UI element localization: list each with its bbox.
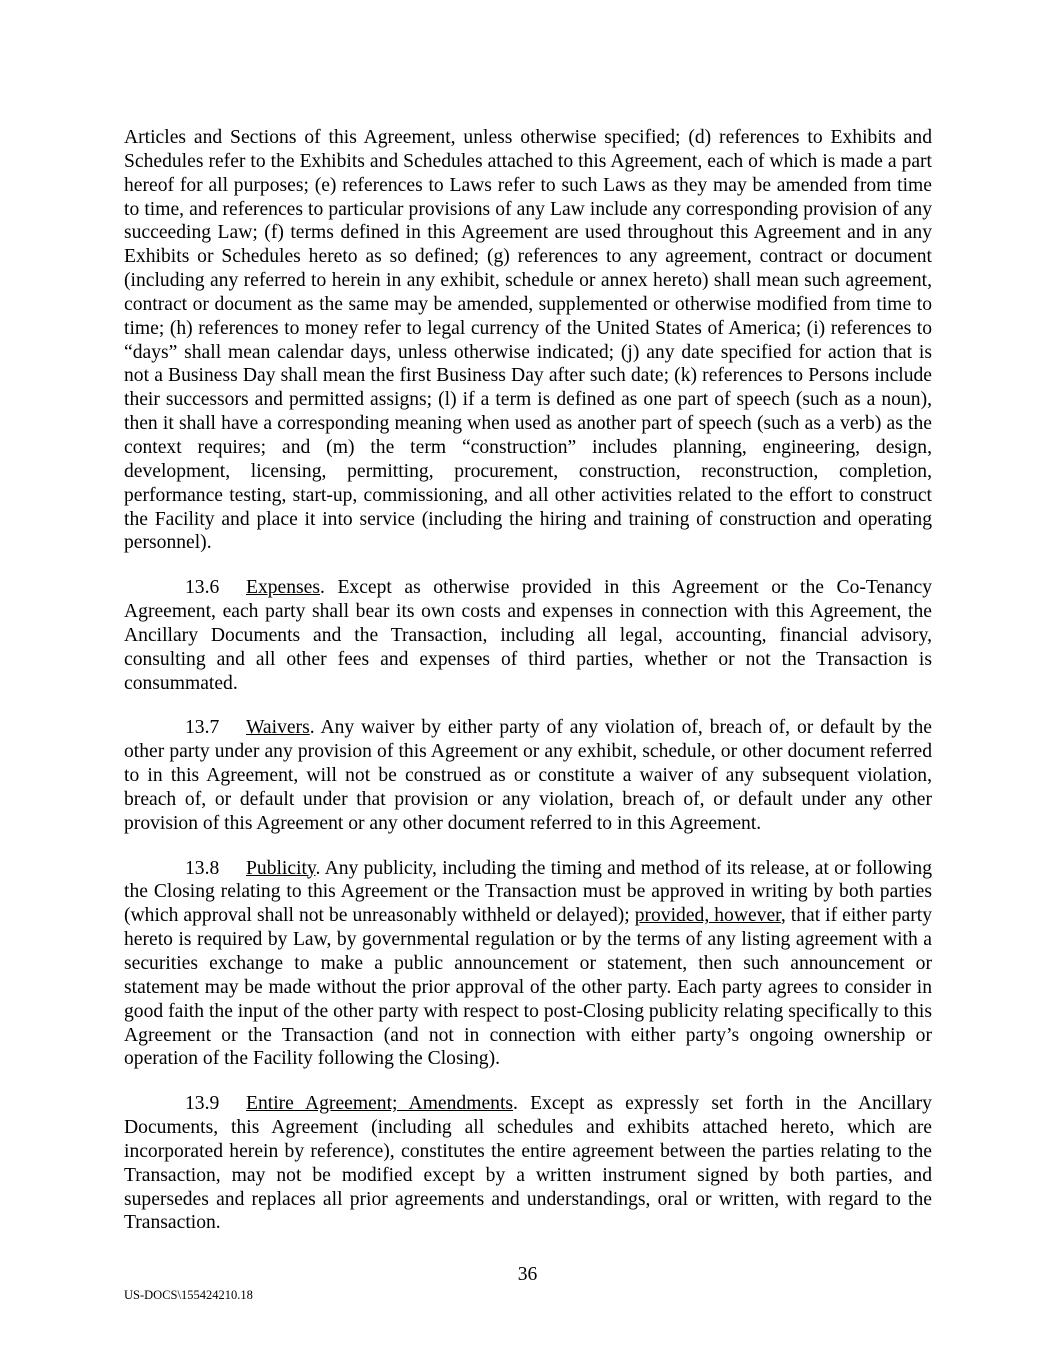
section-heading: Expenses xyxy=(246,577,321,599)
document-body xyxy=(124,126,932,1256)
section-13-7 xyxy=(124,716,932,835)
page-number: 36 xyxy=(517,1264,538,1285)
section-heading: Waivers xyxy=(246,717,310,739)
section-text: . Except as otherwise provided in this Agreement or the Co-Tenancy Agreement, each party shall bear its own costs and expenses in connection with this Agreement, the Ancillary Documents and the Transaction, including all legal, accounting, financial advisory, consulting and all other fees and expenses of third parties, whether or not the Transaction is consummated. xyxy=(124,577,932,694)
section-13-9 xyxy=(124,1092,932,1235)
document-id: US-DOCS\155424210.18 xyxy=(124,1288,253,1302)
section-number: 13.9 xyxy=(185,1093,220,1115)
section-13-8 xyxy=(124,857,932,1072)
section-text: . Any waiver by either party of any violation of, breach of, or default by the other party under any provision of this Agreement or any exhibit, schedule, or other document referred to in this Agreement, will not be construed as or constitute a waiver of any subsequent violation, breach of, or default under that provision or any violation, breach of, or default under any other provision of this Agreement or any other document referred to in this Agreement. xyxy=(124,717,932,834)
section-number: 13.6 xyxy=(185,577,220,599)
section-number: 13.7 xyxy=(185,717,220,739)
continued-paragraph xyxy=(124,126,932,555)
section-number: 13.8 xyxy=(185,857,220,879)
continued-paragraph-text: Articles and Sections of this Agreement, unless otherwise specified; (d) references to Exhibits and Schedules refer to the Exhibits and Schedules attached to this Agreement, each of which is made a part hereof for all purposes; (e) references to Laws refer to such Laws as they may be amended from time to time, and references to particular provisions of any Law include any corresponding provision of any succeeding Law; (f) terms defined in this Agreement are used throughout this Agreement and in any Exhibits or Schedules hereto as so defined; (g) references to any agreement, contract or document (including any referred to herein in any exhibit, schedule or annex hereto) shall mean such agreement, contract or document as the same may be amended, supplemented or otherwise modified from time to time; (h) references to money refer to legal currency of the United States of America; (i) references to “days” shall mean calendar days, unless otherwise indicated; (j) any date specified for action that is not a Business Day shall mean the first Business Day after such date; (k) references to Persons include their successors and permitted assigns; (l) if a term is defined as one part of speech (such as a noun), then it shall have a corresponding meaning when used as another part of speech (such as a verb) as the context requires; and (m) the term “construction” includes planning, engineering, design, development, licensing, permitting, procurement, construction, reconstruction, completion, performance testing, start-up, commissioning, and all other activities related to the effort to construct the Facility and place it into service (including the hiring and training of construction and operating personnel). xyxy=(124,127,932,554)
section-13-6 xyxy=(124,576,932,695)
section-text-continued: , that if either party hereto is required by Law, by governmental regulation or by the terms of any listing agreement with a securities exchange to make a public announcement or statement, then such announcement or statement may be made without the prior approval of the other party. Each party agrees to consider in good faith the input of the other party with respect to post-Closing publicity relating specifically to this Agreement or the Transaction (and not in connection with either party’s ongoing ownership or operation of the Facility following the Closing). xyxy=(124,905,932,1070)
section-heading: Publicity xyxy=(246,857,316,879)
section-text: . Any publicity, including the timing and method of its release, at or following the Closing relating to this Agreement or the Transaction must be approved in writing by both parties (which approval shall not be unreasonably withheld or delayed); xyxy=(124,857,932,927)
section-heading: Entire Agreement; Amendments xyxy=(246,1093,514,1115)
proviso-phrase: provided, however xyxy=(634,905,781,927)
section-text: . Except as expressly set forth in the Ancillary Documents, this Agreement (including all schedules and exhibits attached hereto, which are incorporated herein by reference), constitutes the entire agreement between the parties relating to the Transaction, may not be modified except by a written instrument signed by both parties, and supersedes and replaces all prior agreements and understandings, oral or written, with regard to the Transaction. xyxy=(124,1093,932,1234)
